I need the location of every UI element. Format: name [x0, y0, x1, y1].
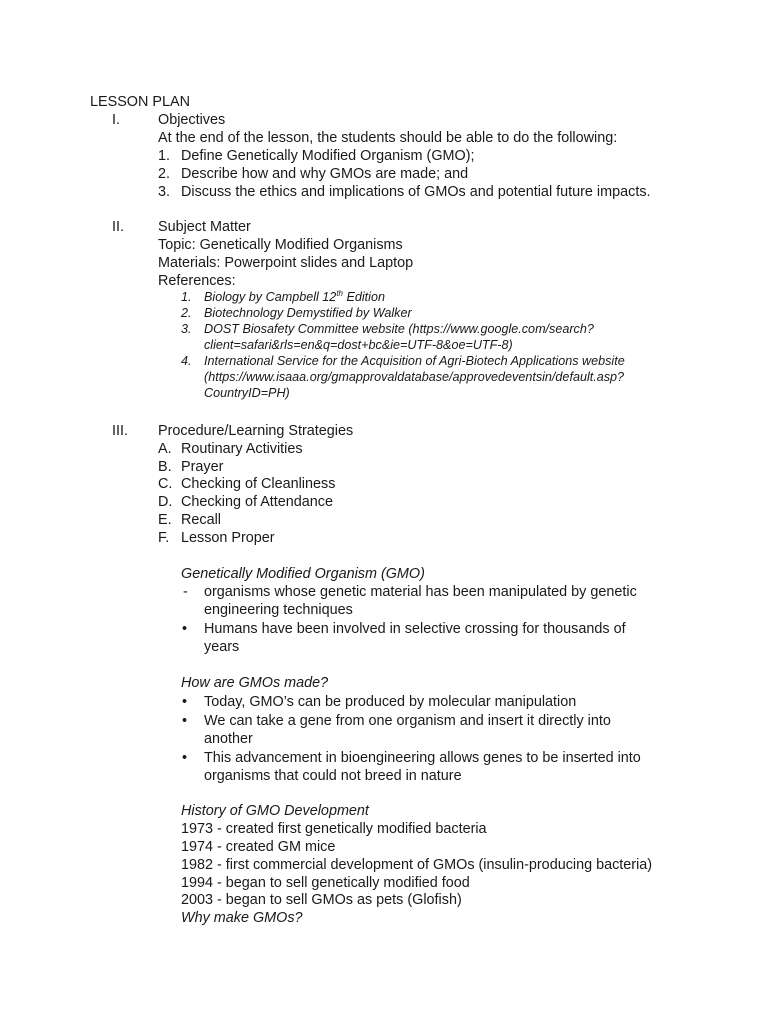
objective-item: Describe how and why GMOs are made; and — [181, 166, 469, 182]
procedure-step: Checking of Cleanliness — [181, 476, 336, 492]
objective-item: Discuss the ethics and implications of GMOs and potential future impacts. — [181, 184, 651, 200]
reference-number: 2. — [181, 306, 192, 320]
how-bullet-continued: another — [204, 731, 253, 747]
reference-text: Biology by Campbell 12 — [204, 290, 337, 304]
objective-item: Define Genetically Modified Organism (GMO); — [181, 148, 475, 164]
gmo-bullet: Humans have been involved in selective crossing for thousands of — [204, 621, 626, 637]
how-bullet: Today, GMO’s can be produced by molecular manipulation — [204, 694, 577, 710]
step-letter: E. — [158, 512, 172, 528]
dash-marker: - — [183, 584, 188, 600]
history-item: 1994 - began to sell genetically modified food — [181, 875, 470, 891]
bullet-icon: • — [182, 750, 188, 766]
reference-item-dost-continued: client=safari&rls=en&q=dost+bc&ie=UTF-8&oe=UTF-8) — [204, 338, 513, 352]
topic-line: Topic: Genetically Modified Organisms — [158, 237, 403, 253]
history-subheading: History of GMO Development — [181, 803, 369, 819]
history-item: 2003 - began to sell GMOs as pets (Glofish) — [181, 892, 462, 908]
how-bullet: We can take a gene from one organism and insert it directly into — [204, 713, 611, 729]
reference-item-isaaa-continued: (https://www.isaaa.org/gmapprovaldatabase/approvedeventsin/default.asp? — [204, 370, 625, 384]
bullet-icon: • — [182, 694, 188, 710]
objective-number: 2. — [158, 166, 171, 182]
section-heading-procedure: Procedure/Learning Strategies — [158, 423, 354, 439]
section-heading-objectives: Objectives — [158, 112, 226, 128]
references-label: References: — [158, 273, 236, 289]
reference-number: 1. — [181, 290, 192, 304]
reference-superscript: th — [336, 289, 343, 298]
section-numeral-objectives: I. — [112, 112, 120, 128]
step-letter: D. — [158, 494, 173, 510]
gmo-subheading: Genetically Modified Organism (GMO) — [181, 566, 425, 582]
gmo-definition: organisms whose genetic material has been manipulated by genetic — [204, 584, 637, 600]
bullet-icon: • — [182, 713, 188, 729]
history-item: 1973 - created first genetically modified bacteria — [181, 821, 487, 837]
step-letter: F. — [158, 530, 170, 546]
bullet-icon: • — [182, 621, 188, 637]
section-numeral-subject-matter: II. — [112, 219, 124, 235]
objective-number: 1. — [158, 148, 171, 164]
procedure-step: Checking of Attendance — [181, 494, 334, 510]
step-letter: A. — [158, 441, 172, 457]
reference-item-campbell — [204, 290, 385, 306]
procedure-step: Routinary Activities — [181, 441, 303, 457]
how-subheading: How are GMOs made? — [181, 675, 329, 691]
reference-text: Edition — [342, 290, 385, 304]
how-bullet: This advancement in bioengineering allows genes to be inserted into — [204, 750, 641, 766]
history-item: 1974 - created GM mice — [181, 839, 336, 855]
document-title: LESSON PLAN — [90, 94, 190, 110]
reference-number: 4. — [181, 354, 192, 368]
reference-item-isaaa-continued: CountryID=PH) — [204, 386, 290, 400]
gmo-definition-continued: engineering techniques — [204, 602, 353, 618]
materials-line: Materials: Powerpoint slides and Laptop — [158, 255, 414, 271]
reference-item-walker: Biotechnology Demystified by Walker — [204, 306, 412, 320]
how-bullet-continued: organisms that could not breed in nature — [204, 768, 462, 784]
why-subheading: Why make GMOs? — [181, 910, 303, 926]
reference-item-dost: DOST Biosafety Committee website (https://www.google.com/search? — [204, 322, 594, 336]
procedure-step: Lesson Proper — [181, 530, 275, 546]
section-heading-subject-matter: Subject Matter — [158, 219, 251, 235]
procedure-step: Prayer — [181, 459, 224, 475]
step-letter: C. — [158, 476, 173, 492]
reference-number: 3. — [181, 322, 192, 336]
step-letter: B. — [158, 459, 172, 475]
gmo-bullet-continued: years — [204, 639, 240, 655]
procedure-step: Recall — [181, 512, 221, 528]
objectives-intro: At the end of the lesson, the students should be able to do the following: — [158, 130, 618, 146]
objective-number: 3. — [158, 184, 171, 200]
history-item: 1982 - first commercial development of GMOs (insulin-producing bacteria) — [181, 857, 653, 873]
reference-item-isaaa: International Service for the Acquisition of Agri-Biotech Applications website — [204, 354, 625, 368]
section-numeral-procedure: III. — [112, 423, 128, 439]
